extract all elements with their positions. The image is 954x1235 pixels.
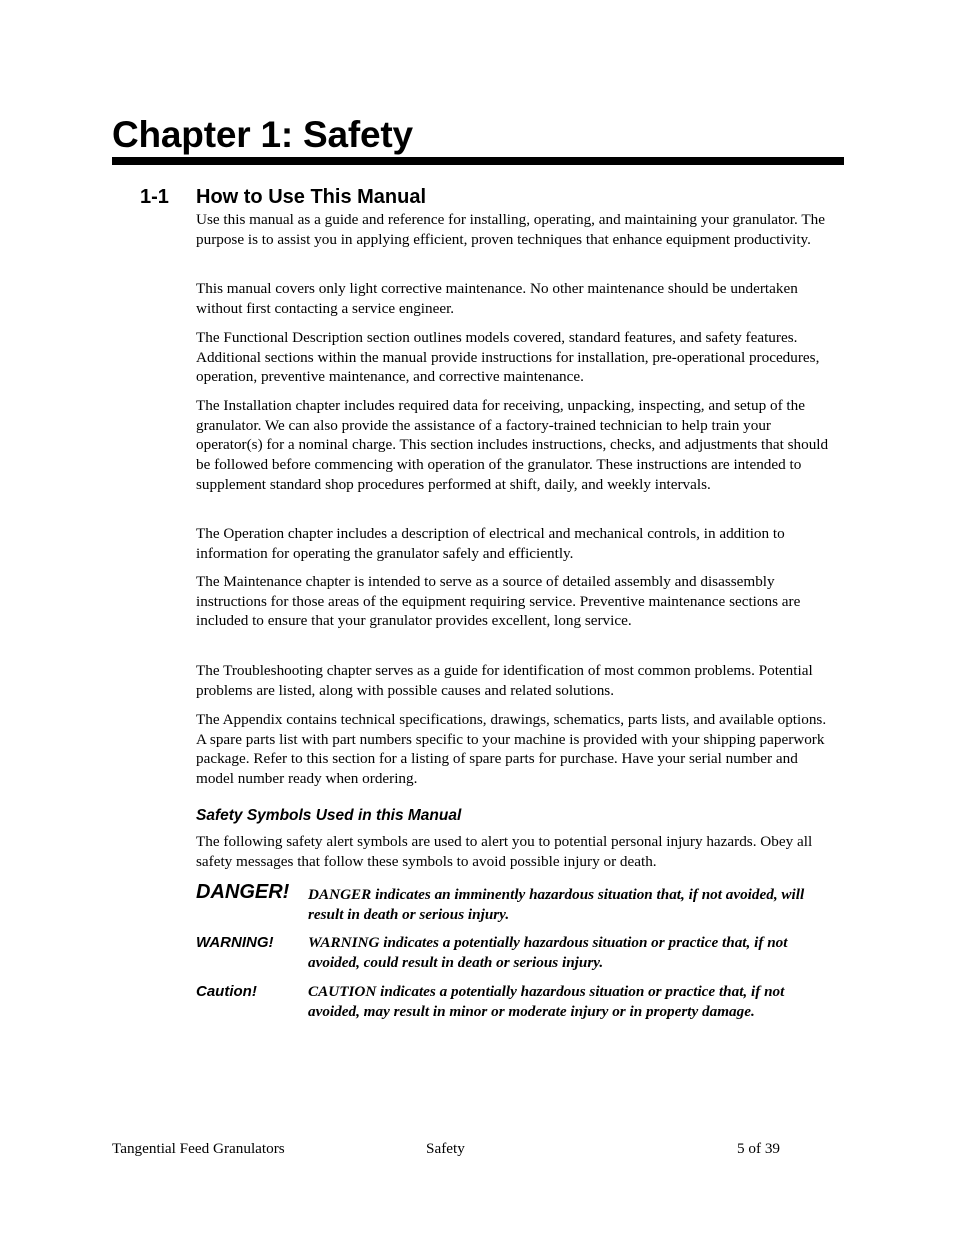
paragraph-scope: This manual covers only light corrective maintenance. No other maintenance should be undertaken without first contacting a service engineer. bbox=[196, 280, 798, 317]
warning-label: WARNING! bbox=[196, 934, 274, 951]
paragraph-functional: The Functional Description section outlines models covered, standard features, and safety features. Additional sections within the manual provide instructions for installation, pre-operational procedures, operation, preventive maintenance, and corrective maintenance. bbox=[196, 329, 820, 386]
paragraph-troubleshooting: The Troubleshooting chapter serves as a guide for identification of most common problems. Potential problems are listed, along with possible causes and related solutions. bbox=[196, 662, 813, 699]
footer-document-title: Tangential Feed Granulators bbox=[112, 1140, 285, 1157]
footer-page-number: 5 of 39 bbox=[737, 1140, 781, 1157]
paragraph-installation: The Installation chapter includes required data for receiving, unpacking, inspecting, and setup of the granulator. We can also provide the assistance of a factory-trained technician to help train your operator(s) for a nominal charge. This section includes instructions, checks, and adjustments that should be followed before commencing with operation of the granulator. These instructions are intended to supplement standard shop procedures performed at shift, daily, and weekly intervals. bbox=[196, 397, 829, 493]
danger-label: DANGER! bbox=[196, 881, 290, 903]
caution-label: Caution! bbox=[196, 983, 257, 1000]
section-number: 1-1 bbox=[140, 186, 169, 208]
chapter-title: Chapter 1: Safety bbox=[112, 114, 413, 155]
paragraph-appendix: The Appendix contains technical specifications, drawings, schematics, parts lists, and available options. A spare parts list with part numbers specific to your machine is provided with your shipping paperwork package. Refer to this section for a listing of spare parts for purchase. Have your serial number and model number ready when ordering. bbox=[196, 711, 827, 788]
paragraph-maintenance: The Maintenance chapter is intended to serve as a source of detailed assembly and disassembly instructions for those areas of the equipment requiring service. Preventive maintenance sections are included to ensure that your granulator provides excellent, long service. bbox=[196, 573, 801, 630]
section-heading bbox=[140, 184, 426, 210]
footer-chapter-name: Safety bbox=[426, 1140, 465, 1157]
section-title: How to Use This Manual bbox=[196, 186, 427, 208]
warning-text: WARNING indicates a potentially hazardous situation or practice that, if not avoided, could result in death or serious injury. bbox=[308, 934, 788, 971]
safety-symbols-heading: Safety Symbols Used in this Manual bbox=[196, 807, 462, 824]
safety-intro: The following safety alert symbols are used to alert you to potential personal injury hazards. Obey all safety messages that follow these symbols to avoid possible injury or death. bbox=[196, 833, 813, 870]
danger-text: DANGER indicates an imminently hazardous situation that, if not avoided, will result in death or serious injury. bbox=[308, 886, 805, 923]
caution-text: CAUTION indicates a potentially hazardous situation or practice that, if not avoided, may result in minor or moderate injury or in property damage. bbox=[308, 983, 785, 1020]
title-rule bbox=[112, 157, 844, 165]
paragraph-intro: Use this manual as a guide and reference for installing, operating, and maintaining your granulator. The purpose is to assist you in applying efficient, proven techniques that enhance equipment productivity. bbox=[196, 211, 825, 248]
paragraph-operation: The Operation chapter includes a description of electrical and mechanical controls, in addition to information for operating the granulator safely and efficiently. bbox=[196, 525, 785, 562]
